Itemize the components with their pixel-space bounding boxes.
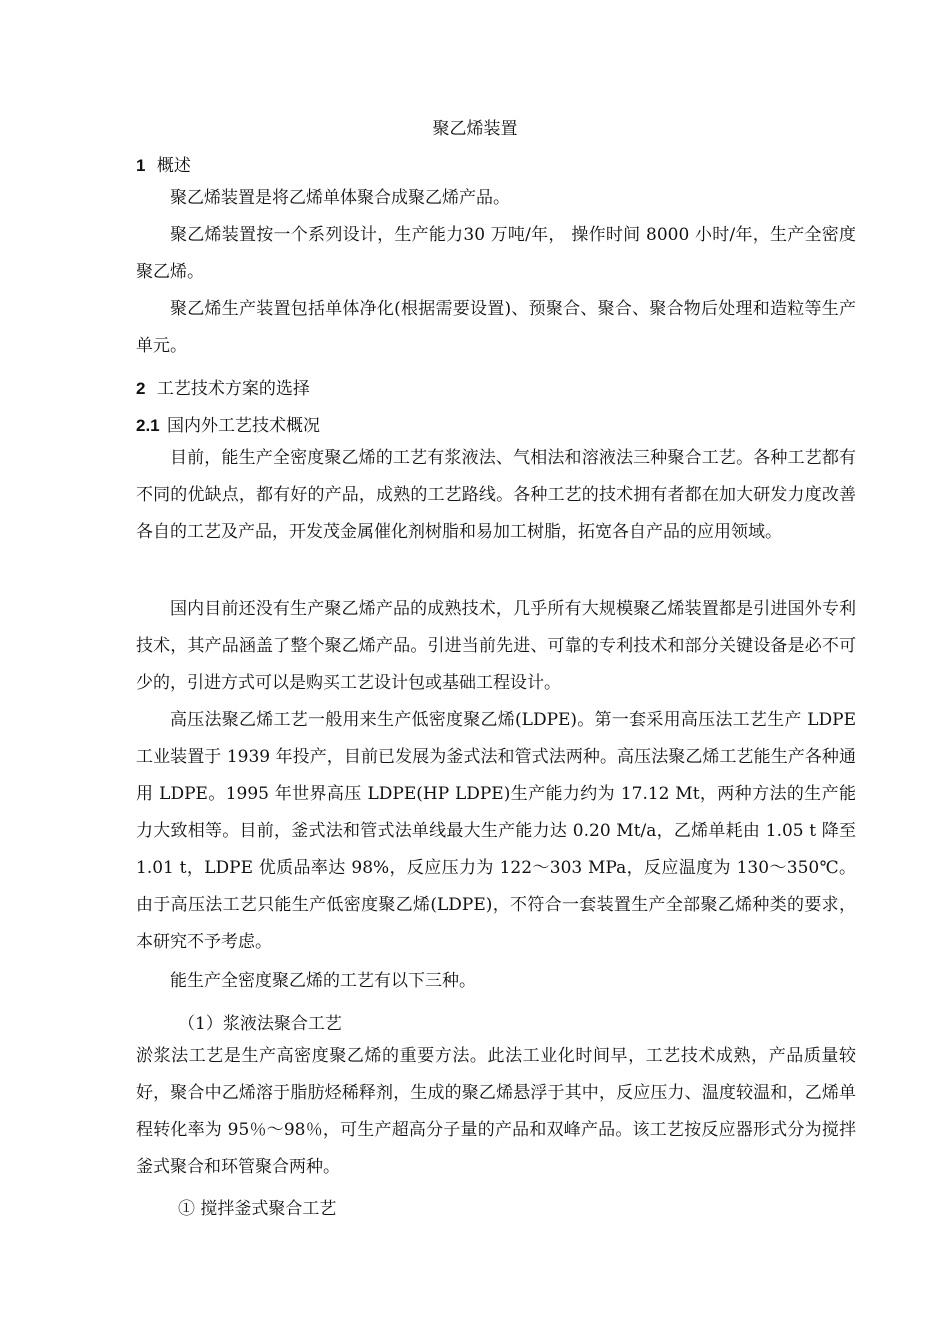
paragraph: 聚乙烯装置按一个系列设计，生产能力30 万吨/年， 操作时间 8000 小时/年，生产全密度聚乙烯。 xyxy=(136,225,856,282)
section-label: 国内外工艺技术概况 xyxy=(167,416,321,436)
paragraph: 能生产全密度聚乙烯的工艺有以下三种。 xyxy=(170,971,476,991)
document-title: 聚乙烯装置 xyxy=(432,119,518,139)
subheading: ① 搅拌釜式聚合工艺 xyxy=(178,1199,337,1219)
paragraph: 目前，能生产全密度聚乙烯的工艺有浆液法、气相法和溶液法三种聚合工艺。各种工艺都有不同的优缺点，都有好的产品，成熟的工艺路线。各种工艺的技术拥有者都在加大研发力度改善各自的工艺及产品，开发茂金属催化剂树脂和易加工树脂，拓宽各自产品的应用领域。 xyxy=(136,448,856,542)
section-label: 工艺技术方案的选择 xyxy=(156,379,310,399)
paragraph: 淤浆法工艺是生产高密度聚乙烯的重要方法。此法工业化时间早，工艺技术成熟，产品质量较好，聚合中乙烯溶于脂肪烃稀释剂，生成的聚乙烯悬浮于其中，反应压力、温度较温和，乙烯单程转化率为 95％～98％，可生产超高分子量的产品和双峰产品。该工艺按反应器形式分为搅拌釜式聚合和环管聚合两种。 xyxy=(136,1046,856,1177)
paragraph: 国内目前还没有生产聚乙烯产品的成熟技术，几乎所有大规模聚乙烯装置都是引进国外专利技术，其产品涵盖了整个聚乙烯产品。引进当前先进、可靠的专利技术和部分关键设备是必不可少的，引进方式可以是购买工艺设计包或基础工程设计。 xyxy=(136,599,856,693)
section-number: 2 xyxy=(136,379,146,398)
section-heading-2 xyxy=(136,374,310,399)
paragraph: 聚乙烯装置是将乙烯单体聚合成聚乙烯产品。 xyxy=(170,188,510,208)
section-heading-1 xyxy=(136,151,191,176)
section-heading-2-1 xyxy=(136,411,320,436)
section-number: 1 xyxy=(136,156,146,175)
subheading: （1）浆液法聚合工艺 xyxy=(178,1014,342,1034)
section-label: 概述 xyxy=(156,156,191,176)
section-number: 2.1 xyxy=(136,416,160,435)
paragraph: 高压法聚乙烯工艺一般用来生产低密度聚乙烯(LDPE)。第一套采用高压法工艺生产 LDPE 工业装置于 1939 年投产，目前已发展为釜式法和管式法两种。高压法聚乙烯工艺能生产各种通用 LDPE。1995 年世界高压 LDPE(HP LDPE)生产能力约为 17.12 Mt，两种方法的生产能力大致相等。目前，釜式法和管式法单线最大生产能力达 0.20 Mt/a，乙烯单耗由 1.05 t 降至 1.01 t，LDPE 优质品率达 98%，反应压力为 122～303 MPa，反应温度为 130～350℃。由于高压法工艺只能生产低密度聚乙烯(LDPE)，不符合一套装置生产全部聚乙烯种类的要求，本研究不予考虑。 xyxy=(136,710,856,952)
paragraph: 聚乙烯生产装置包括单体净化(根据需要设置)、预聚合、聚合、聚合物后处理和造粒等生产单元。 xyxy=(136,299,856,356)
